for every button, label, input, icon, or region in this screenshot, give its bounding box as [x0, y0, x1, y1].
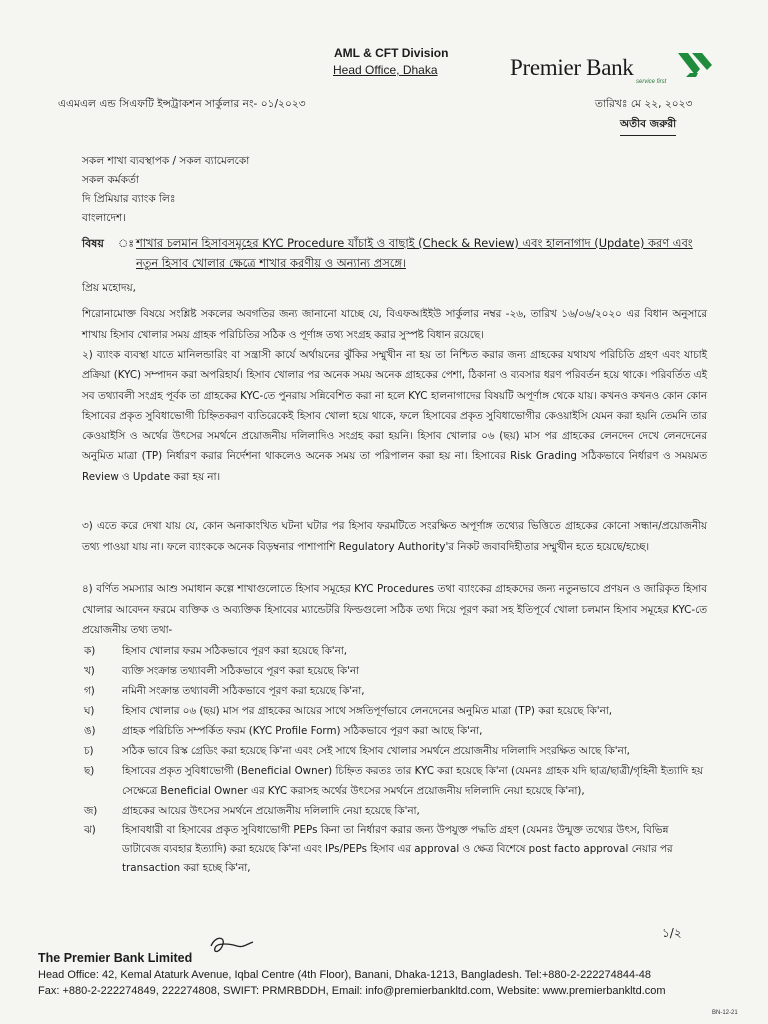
subject-text: শাখার চলমান হিসাবসমূহের KYC Procedure যাঁচাই ও বাছাই (Check & Review) এবং হালনাগাদ (Update) করণ এবং নতুন হিসাব খোলার ক্ষেত্রে শাখার করণীয় ও অন্যান্য প্রসঙ্গে।: [136, 236, 693, 270]
logo-wordmark: Premier Bank: [510, 55, 634, 80]
item-marker: খ): [84, 665, 95, 677]
item-text: নমিনী সংক্রান্ত তথ্যাবলী সঠিকভাবে পূরণ করা হয়েছে কি'না,: [122, 685, 365, 697]
subject-colon: ঃ: [118, 237, 135, 250]
salutation: প্রিয় মহোদয়,: [82, 282, 137, 294]
checklist-item: [82, 641, 707, 661]
signature-mark-icon: [207, 932, 257, 960]
page-number: ১/২: [662, 926, 682, 940]
checklist: [82, 641, 707, 878]
recipient-block: [82, 152, 249, 228]
recipient-line: দি প্রিমিয়ার ব্যাংক লিঃ: [82, 193, 176, 205]
item-marker: ঙ): [84, 725, 96, 737]
item-text: গ্রাহক পরিচিতি সম্পর্কিত ফরম (KYC Profile Form) সঠিকভাবে পূরণ করা আছে কি'না,: [122, 725, 483, 737]
checklist-item: [82, 661, 707, 681]
subject-label: বিষয়: [82, 237, 104, 250]
checklist-item: [82, 681, 707, 701]
paragraph-4: ৪) বর্ণিত সমস্যার আশু সমাধান কল্পে শাখাগুলোতে হিসাব সমূহের KYC Procedures তথা ব্যাংকের গ্রাহকদের জন্য নতুনভাবে প্রণয়ন ও জারিকৃত হিসাব খোলার আবেদন ফরমে ব্যক্তিক ও অব্যক্তিক হিসাবের ম্যান্ডেটরি ফিল্ডগুলো সঠিক তথ্য দিয়ে পূরণ করা সহ ইতিপূর্বে খোলা চলমান হিসাব সমূহের KYC-তে প্রয়োজনীয় তথ্য তথা-: [82, 583, 707, 636]
division-title: AML & CFT Division: [334, 46, 449, 60]
item-text: গ্রাহকের আয়ের উৎসের সমর্থনে প্রয়োজনীয় দলিলাদি নেয়া হয়েছে কি'না,: [122, 805, 420, 817]
recipient-line: সকল কর্মকর্তা: [82, 174, 139, 186]
paragraph-3: ৩) এতে করে দেখা যায় যে, কোন অনাকাংখিত ঘটনা ঘটার পর হিসাব ফরমটিতে সংরক্ষিত অপূর্ণাঙ্গ তথ্যের ভিত্তিতে গ্রাহকের কোনো সন্ধান/প্রয়োজনীয় তথ্য পাওয়া যায় না। ফলে ব্যাংককে অনেক বিড়ম্বনার পাশাপাশি Regulatory Authority'র নিকট জবাবদিহীতার সম্মুখীন হতে হয়েছে/হচ্ছে।: [82, 520, 707, 553]
paragraph-1: শিরোনামোক্ত বিষয়ে সংশ্লিষ্ট সকলের অবগতির জন্য জানানো যাচ্ছে যে, বিএফআইইউ সার্কুলার নম্বর -২৬, তারিখ ১৬/০৬/২০২০ এর বিধান অনুসারে শাখায় হিসাব খোলার সময় গ্রাহক পরিচিতির সঠিক ও পূর্ণাঙ্গ তথ্য সংগ্রহ করার সুস্পষ্ট বিধান রয়েছে।: [82, 308, 707, 341]
item-text: হিসাব খোলার ফরম সঠিকভাবে পূরণ করা হয়েছে কি'না,: [122, 645, 348, 657]
circular-date: তারিখঃ মে ২২, ২০২৩: [595, 98, 693, 110]
checklist-item: [82, 801, 707, 821]
urgency-label: অতীব জরুরী: [620, 117, 676, 136]
item-marker: জ): [84, 805, 98, 817]
form-code: BN-12-21: [712, 1010, 738, 1016]
checklist-item: [82, 821, 707, 878]
item-marker: চ): [84, 745, 94, 757]
logo-mark-icon: [674, 51, 714, 79]
item-marker: ছ): [84, 765, 95, 777]
item-marker: গ): [84, 685, 95, 697]
bank-logo: [510, 51, 720, 91]
footer-company: The Premier Bank Limited: [38, 951, 193, 965]
logo-tagline: service first: [636, 79, 667, 85]
recipient-line: বাংলাদেশ।: [82, 212, 126, 224]
checklist-item: [82, 741, 707, 761]
item-text: হিসাবধারী বা হিসাবের প্রকৃত সুবিধাভোগী PEPs কিনা তা নির্ধারণ করার জন্য উপযুক্ত পদ্ধতি গ্রহণ (যেমনঃ উন্মুক্ত তথ্যের উৎস, বিভিন্ন ডাটাবেজ ব্যবহার ইত্যাদি) করা হয়েছে কি'না এবং IPs/PEPs হিসাব এর approval ও ক্ষেত্র বিশেষে post facto approval নেয়ার পর transaction করা হচ্ছে কি'না,: [122, 824, 673, 874]
item-marker: ঘ): [84, 705, 95, 717]
item-text: সঠিক ভাবে রিস্ক গ্রেডিং করা হয়েছে কি'না এবং সেই সাথে হিসাব খোলার সমর্থনে প্রয়োজনীয় দলিলাদি সংরক্ষিত আছে কি'না,: [122, 745, 630, 757]
item-text: হিসাবের প্রকৃত সুবিধাভোগী (Beneficial Owner) চিহ্নিত করতঃ তার KYC করা হয়েছে কি'না (যেমনঃ গ্রাহক যদি ছাত্র/ছাত্রী/গৃহিনী ইত্যাদি হয় সেক্ষেত্রে Beneficial Owner এর KYC করাসহ অর্থের উৎসের সমর্থনে প্রয়োজনীয় দলিলাদি নেয়া হয়েছে কি'না),: [122, 765, 703, 797]
checklist-item: [82, 701, 707, 721]
checklist-item: [82, 721, 707, 741]
footer-contact: Fax: +880-2-222274849, 222274808, SWIFT: PRMRBDDH, Email: info@premierbankltd.com, Website: www.premierbankltd.com: [38, 985, 666, 997]
item-marker: ক): [84, 645, 96, 657]
item-marker: ঝ): [84, 824, 96, 836]
item-text: হিসাব খোলার ০৬ (ছয়) মাস পর গ্রাহকের আয়ের সাথে সঙ্গতিপূর্ণভাবে লেনদেনের অনুমিত মাত্রা (TP) করা হয়েছে কি'না,: [122, 705, 612, 717]
recipient-line: সকল শাখা ব্যবস্থাপক / সকল ব্যামেলকো: [82, 155, 250, 167]
circular-reference: এএমএল এন্ড সিএফটি ইন্সট্রাকশন সার্কুলার নং- ০১/২০২৩: [58, 98, 306, 110]
paragraph-2: ২) ব্যাংক ব্যবস্থা যাতে মানিলন্ডারিং বা সন্ত্রাসী কার্যে অর্থায়নের ঝুঁকির সম্মুখীন না হয় তা নিশ্চিত করার জন্য গ্রাহকের যথাযথ পরিচিতি গ্রহণ এবং যাচাই প্রক্রিয়া (KYC) সম্পাদন করা অপরিহার্য। হিসাব খোলার পর অনেক সময় অনেক গ্রাহকের পেশা, ঠিকানা ও ব্যবসার ধরণ পরিবর্তন হয়ে থাকে। পরিবর্তিত এই সব তথ্যাবলী সংগ্রহ পূর্বক তা গ্রাহকের KYC-তে পুনরায় সন্নিবেশিত করা না হলে KYC হালনাগাদের বিষয়টি অপূর্ণাঙ্গ থেকে যায়। কখনও কখনও কোন কোন হিসাবের প্রকৃত সুবিধাভোগী চিহ্নিতকরণ ব্যতিরেকেই হিসাব খোলা হয়ে থাকে, ফলে হিসাবের প্রকৃত সুবিধাভোগীর কেওয়াইসি যেমন করা হয়নি তেমনি তার কেওয়াইসি ও অর্থের উৎসের সমর্থনে প্রয়োজনীয় দলিলাদিও সংগ্রহ করা হয়নি। হিসাব খোলার ০৬ (ছয়) মাস পর গ্রাহকের লেনদেন দেখে লেনদেনের অনুমিত মাত্রা (TP) নির্ধারণ করার নির্দেশনা থাকলেও অনেক সময় তা পরিপালন করা হয় না। হিসাবের Risk Grading সঠিকভাবে নির্ধারণ ও সময়মত Review ও Update করা হয় না।: [82, 349, 707, 483]
footer-address: Head Office: 42, Kemal Ataturk Avenue, Iqbal Centre (4th Floor), Banani, Dhaka-1213, Bangladesh. Tel:+880-2-222274844-48: [38, 969, 652, 981]
checklist-item: [82, 761, 707, 801]
item-text: ব্যক্তি সংক্রান্ত তথ্যাবলী সঠিকভাবে পূরণ করা হয়েছে কি'না: [122, 665, 360, 677]
office-subtitle: Head Office, Dhaka: [333, 63, 438, 77]
